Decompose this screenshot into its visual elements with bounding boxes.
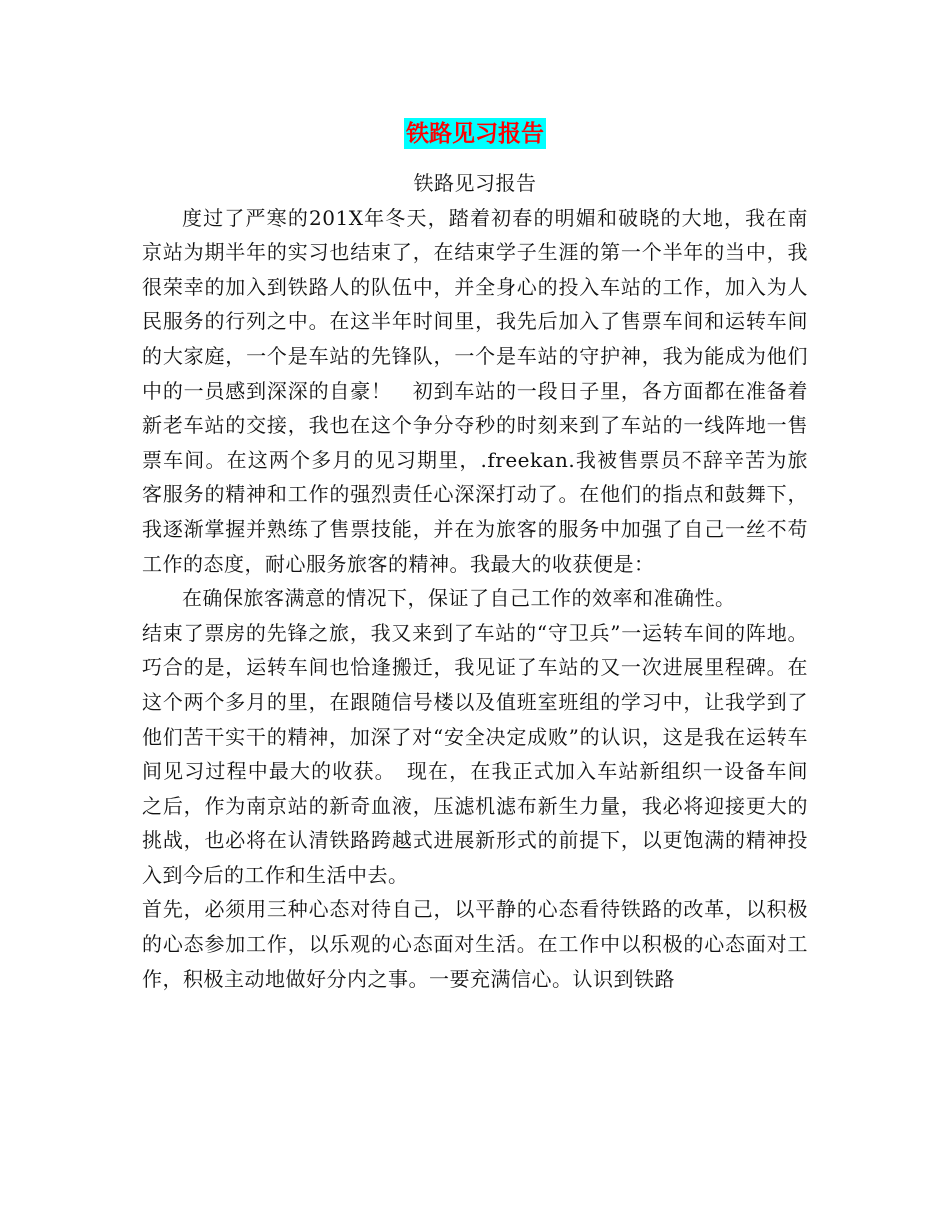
body-paragraph: 度过了严寒的201X年冬天，踏着初春的明媚和破晓的大地，我在南京站为期半年的实习也结束了，在结束学子生涯的第一个半年的当中，我很荣幸的加入到铁路人的队伍中，并全身心的投入车站的工作，加入为人民服务的行列之中。在这半年时间里，我先后加入了售票车间和运转车间的大家庭，一个是车站的先锋队，一个是车站的守护神，我为能成为他们中的一员感到深深的自豪！ 初到车站的一段日子里，各方面都在准备着新老车站的交接，我也在这个争分夺秒的时刻来到了车站的一线阵地一售票车间。在这两个多月的见习期里，.freekan.我被售票员不辞辛苦为旅客服务的精神和工作的强烈责任心深深打动了。在他们的指点和鼓舞下，我逐渐掌握并熟练了售票技能，并在为旅客的服务中加强了自己一丝不苟工作的态度，耐心服务旅客的精神。我最大的收获便是：	[142, 205, 808, 576]
body-paragraph: 首先，必须用三种心态对待自己，以平静的心态看待铁路的改革，以积极的心态参加工作，以乐观的心态面对生活。在工作中以积极的心态面对工作，积极主动地做好分内之事。一要充满信心。认识到铁路	[142, 897, 808, 991]
document-body	[142, 166, 808, 996]
body-paragraph: 在确保旅客满意的情况下，保证了自己工作的效率和准确性。	[182, 586, 736, 611]
body-paragraph: 结束了票房的先锋之旅，我又来到了车站的“守卫兵”一运转车间的阵地。巧合的是，运转车间也恰逢搬迁，我见证了车站的又一次进展里程碑。在这个两个多月的里，在跟随信号楼以及值班室班组的学习中，让我学到了他们苦干实干的精神，加深了对“安全决定成败”的认识，这是我在运转车间见习过程中最大的收获。 现在，在我正式加入车站新组织一设备车间之后，作为南京站的新奇血液，压滤机滤布新生力量，我必将迎接更大的挑战，也必将在认清铁路跨越式进展新形式的前提下，以更饱满的精神投入到今后的工作和生活中去。	[142, 620, 808, 887]
document-title-text: 铁路见习报告	[406, 120, 544, 147]
document-subtitle: 铁路见习报告	[413, 171, 537, 195]
document-title	[0, 112, 950, 149]
